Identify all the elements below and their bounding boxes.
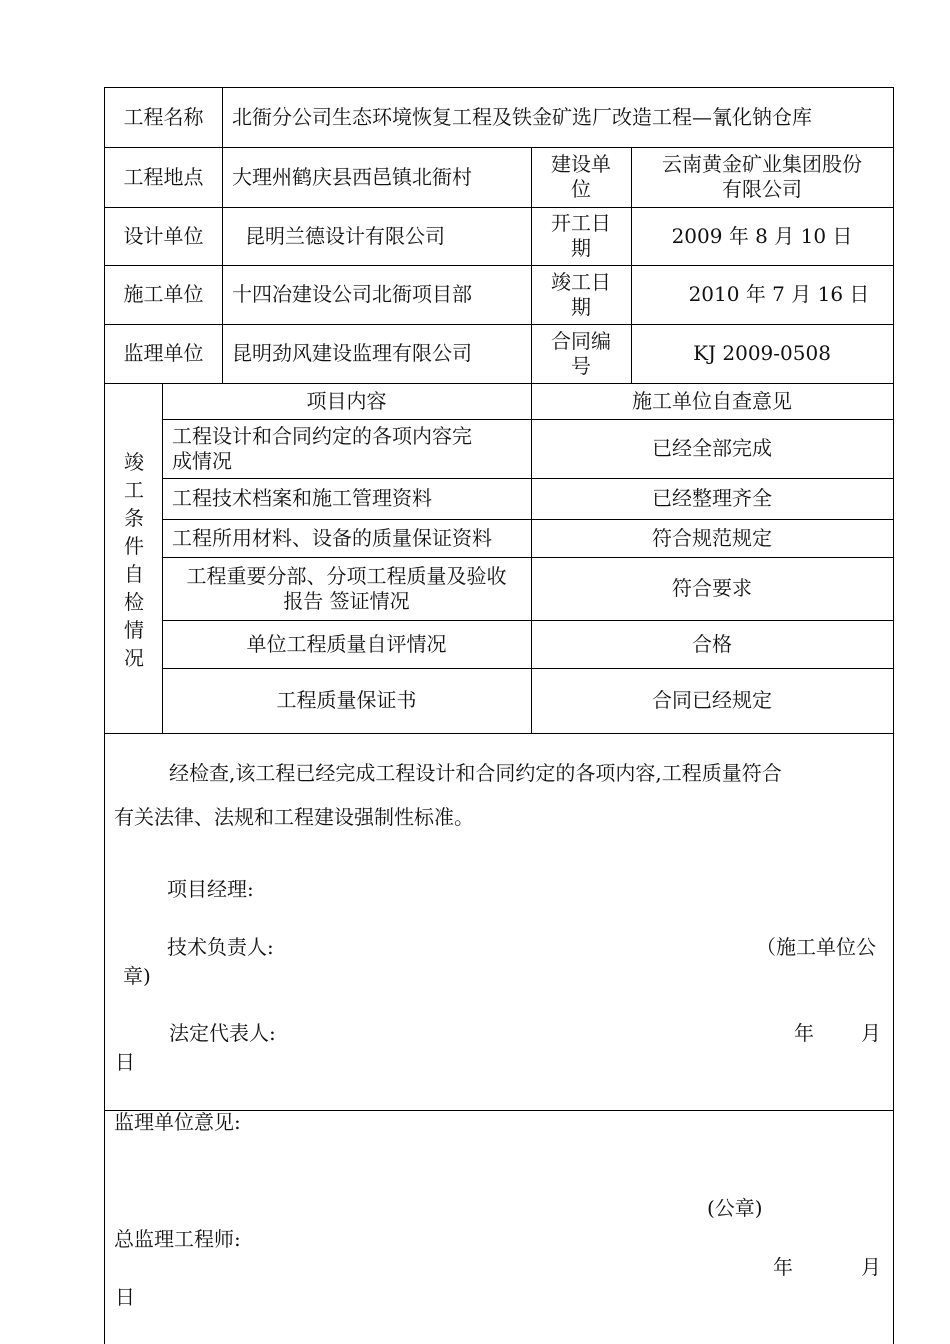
side-char: 竣 <box>124 450 144 474</box>
completion-date-label <box>531 265 631 324</box>
statement-day: 日 <box>115 1050 135 1074</box>
statement-month: 月 <box>861 1021 881 1045</box>
completion-date-label-line2: 期 <box>571 294 591 319</box>
statement-year: 年 <box>794 1021 814 1045</box>
col-divider <box>222 88 223 383</box>
start-date-label-line2: 期 <box>571 236 591 260</box>
checklist-item: 工程质量保证书 <box>276 688 417 712</box>
supervision-unit-label: 监理单位 <box>123 341 204 365</box>
legal-rep-label: 法定代表人: <box>169 1021 276 1045</box>
checklist-item-line1: 工程重要分部、分项工程质量及验收 <box>186 563 507 588</box>
completion-date-value: 2010 年 7 月 16 日 <box>688 282 870 306</box>
checklist-opinion: 合同已经规定 <box>652 688 772 712</box>
project-name-value: 北衙分公司生态环境恢复工程及铁金矿选厂改造工程—氰化钠仓库 <box>232 105 812 129</box>
start-date-value: 2009 年 8 月 10 日 <box>671 223 853 248</box>
client-value <box>631 147 893 207</box>
statement-line1: 经检查,该工程已经完成工程设计和合同约定的各项内容,工程质量符合 <box>169 761 782 785</box>
checklist-opinion: 合格 <box>692 631 732 656</box>
construction-seal-label-end: 章) <box>123 964 151 988</box>
checklist-side-label <box>105 387 163 733</box>
checklist-item-line2: 成情况 <box>172 448 232 473</box>
checklist-header-opinion: 施工单位自查意见 <box>632 388 792 413</box>
contract-no-value: KJ 2009-0508 <box>693 341 831 365</box>
side-char: 条 <box>124 506 144 530</box>
checklist-opinion: 已经整理齐全 <box>652 486 772 510</box>
checklist-opinion: 已经全部完成 <box>652 436 772 460</box>
project-location-label: 工程地点 <box>123 164 204 189</box>
checklist-item: 单位工程质量自评情况 <box>246 631 447 656</box>
checklist-opinion: 符合要求 <box>672 576 752 600</box>
supervision-seal-label: (公章) <box>707 1196 763 1220</box>
client-value-line1: 云南黄金矿业集团股份 <box>662 152 862 176</box>
design-unit-label: 设计单位 <box>123 223 204 248</box>
contract-no-label-line2: 号 <box>571 353 591 378</box>
supervision-month: 月 <box>861 1255 881 1279</box>
checklist-item-line2: 报告 签证情况 <box>283 588 410 613</box>
construction-unit-label: 施工单位 <box>123 282 204 306</box>
side-char: 况 <box>124 646 144 670</box>
side-char: 情 <box>124 618 144 642</box>
checklist-item <box>172 419 531 478</box>
client-label-line2: 位 <box>571 177 591 201</box>
project-manager-label: 项目经理: <box>167 877 254 901</box>
supervision-day: 日 <box>115 1285 135 1309</box>
checklist-header-item: 项目内容 <box>306 388 387 413</box>
start-date-label <box>531 207 631 265</box>
completion-date-label-line1: 竣工日 <box>551 269 611 294</box>
tech-lead-label: 技术负责人: <box>167 935 274 959</box>
contract-no-label <box>531 324 631 383</box>
side-char: 件 <box>124 534 144 558</box>
side-char: 工 <box>124 478 144 502</box>
client-label <box>531 147 631 207</box>
checklist-item: 工程技术档案和施工管理资料 <box>172 486 432 510</box>
chief-supervisor-label: 总监理工程师: <box>114 1227 241 1251</box>
client-label-line1: 建设单 <box>551 152 611 176</box>
checklist-item-line1: 工程设计和合同约定的各项内容完 <box>172 423 472 448</box>
completion-acceptance-form <box>104 87 894 1344</box>
checklist-item <box>162 557 531 620</box>
construction-seal-label: （施工单位公 <box>756 935 876 959</box>
checklist-item: 工程所用材料、设备的质量保证资料 <box>172 525 492 550</box>
contract-no-label-line1: 合同编 <box>551 328 611 353</box>
side-char: 检 <box>124 590 144 614</box>
statement-line2: 有关法律、法规和工程建设强制性标准。 <box>114 805 474 829</box>
row-divider <box>105 733 893 734</box>
client-value-line2: 有限公司 <box>722 177 802 201</box>
construction-unit-value: 十四冶建设公司北衙项目部 <box>232 282 472 306</box>
side-char: 自 <box>124 562 144 586</box>
checklist-opinion: 符合规范规定 <box>652 525 772 550</box>
start-date-label-line1: 开工日 <box>551 211 611 235</box>
design-unit-value: 昆明兰德设计有限公司 <box>245 223 445 248</box>
supervision-year: 年 <box>773 1255 793 1279</box>
project-name-label: 工程名称 <box>123 105 204 129</box>
supervision-opinion-title: 监理单位意见: <box>114 1110 241 1134</box>
supervision-unit-value: 昆明劲风建设监理有限公司 <box>232 341 472 365</box>
project-location-value: 大理州鹤庆县西邑镇北衙村 <box>232 164 472 189</box>
